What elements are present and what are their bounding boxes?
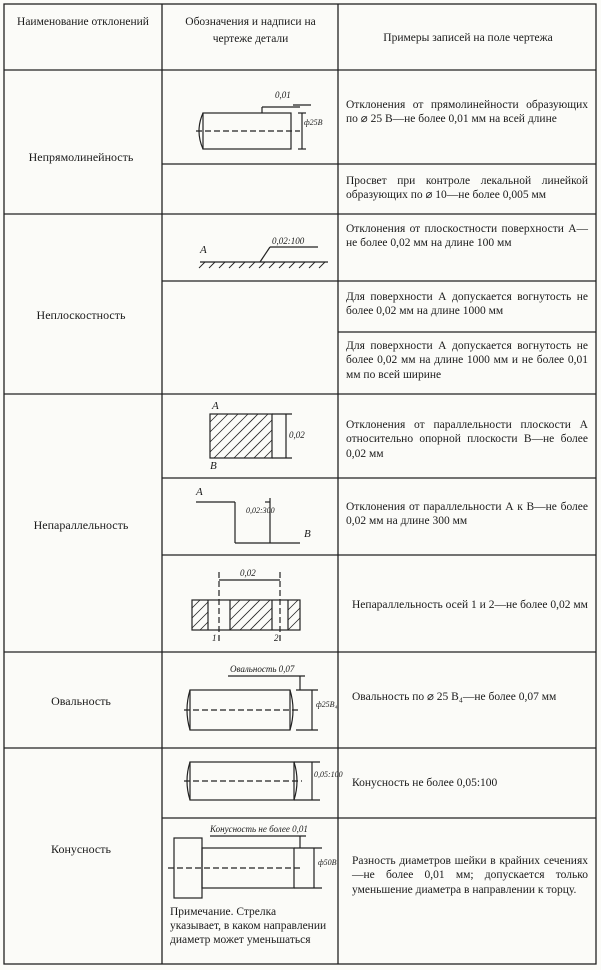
row-name-straightness: Непрямолинейность (28, 150, 134, 164)
axis-1-label: 1 (212, 633, 217, 643)
parallelism-block-drawing (210, 414, 292, 458)
taper-dim: ф50В (318, 858, 337, 867)
flatness-text-2: Для поверхности А допускается вогнутость не более 0,02 мм на длине 1000 мм (346, 291, 588, 318)
row-name-flatness: Неплоскостность (36, 308, 126, 322)
ovality-dim: ф25В₄ (316, 700, 338, 709)
taper-text-2: Разность диаметров шейки в крайних сечениях—не более 0,01 мм; допускается только уменьшение диаметра в направлении к торцу. (352, 855, 588, 896)
row-name-parallelism: Непараллельность (33, 518, 129, 532)
flatness-tol: 0,02:100 (272, 236, 305, 246)
parallelism-text-3: Непараллельность осей 1 и 2—не более 0,02 мм (352, 599, 588, 611)
taper-neck-drawing (168, 836, 322, 898)
row-name-taper: Конусность (51, 842, 111, 856)
header-col-examples: Примеры записей на поле чертежа (383, 32, 553, 44)
taper-tol-1: 0,05:100 (314, 770, 343, 779)
parallelism-b-label: В (210, 460, 217, 472)
header-col-drawing: Обозначения и надписи на чертеже детали (185, 16, 316, 45)
parallelism-text-1: Отклонения от параллельности плоскости А относительно опорной плоскости В—не более 0,02 мм (346, 419, 588, 460)
flatness-text-1: Отклонения от плоскостности поверхности А—не более 0,02 мм на длине 100 мм (346, 223, 588, 250)
straightness-tol: 0,01 (275, 90, 291, 100)
parallelism-tol-3: 0,02 (240, 568, 256, 578)
ovality-tol: Овальность 0,07 (230, 664, 295, 674)
flatness-surface-drawing (199, 247, 328, 268)
axis-2-label: 2 (274, 633, 279, 643)
flatness-surface-label: А (200, 244, 207, 256)
parallelism-tol-2: 0,02:300 (246, 506, 275, 515)
straightness-text-2: Просвет при контроле лекальной линейкой образующих по ⌀ 10—не более 0,005 мм (346, 175, 588, 202)
ovality-text-1: Овальность по ⌀ 25 В₄—не более 0,07 мм (352, 691, 557, 703)
row-name-ovality: Овальность (51, 694, 111, 708)
taper-text-1: Конусность не более 0,05:100 (352, 777, 498, 789)
parallelism-tol-1: 0,02 (289, 430, 305, 440)
flatness-text-3: Для поверхности А допускается вогнутость не более 0,02 мм на длине 1000 мм и не более 0,01 мм по всей ширине (346, 340, 588, 381)
taper-shaft-drawing (184, 762, 320, 800)
parallelism-step-b: В (304, 528, 311, 540)
parallelism-a-label: А (212, 400, 219, 412)
parallelism-step-a: А (196, 486, 203, 498)
straightness-dim: ф25В (304, 118, 323, 127)
parallelism-text-2: Отклонения от параллельности А к В—не более 0,02 мм на длине 300 мм (346, 501, 588, 528)
taper-tol-2: Конусность не более 0,01 (210, 824, 308, 834)
parallelism-step-drawing (196, 498, 300, 543)
straightness-text-1: Отклонения от прямолинейности образующих по ⌀ 25 В—не более 0,01 мм на всей длине (346, 99, 588, 126)
header-col-name: Наименование отклонений (17, 16, 149, 28)
ovality-shaft-drawing (184, 676, 318, 730)
straightness-shaft-drawing (196, 105, 311, 149)
taper-note: Примечание. Стрелка указывает, в каком направлении диаметр может уменьшаться (170, 906, 327, 946)
axes-parallelism-drawing (192, 572, 300, 644)
